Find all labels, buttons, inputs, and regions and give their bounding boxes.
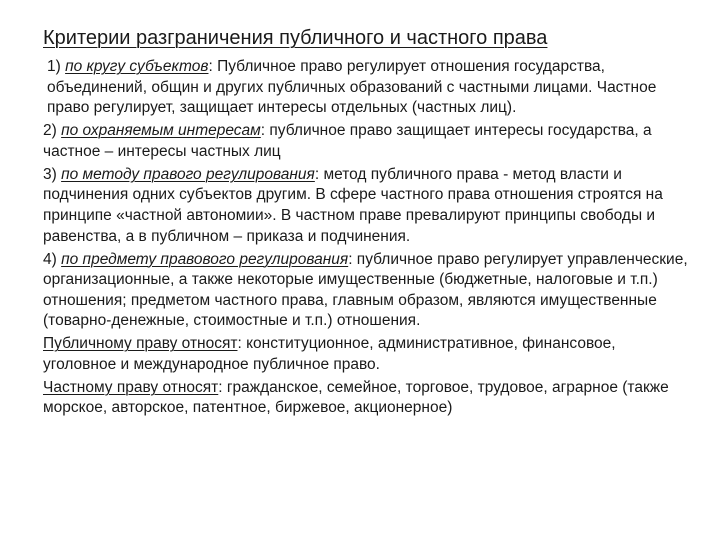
criterion-label: по предмету правового регулирования [61,250,349,268]
paragraph-number: 3) [43,165,62,183]
criterion-label: Частному праву относят [43,378,219,396]
paragraph-text: : публичное право регулирует управленческие, организационные, а также некоторые имущественные (бюджетные, налоговые и т.п.) отношения; предметом частного права, главным образом, являются имущественные (товарно-денежные, стоимостные и т.п.) отношения. [43,250,688,330]
paragraph-text: : публичное право защищает интересы государства, а частное – интересы частных лиц [43,122,652,160]
criterion-label: по охраняемым интересам [61,122,261,140]
slide-title: Критерии разграничения публичного и частного права [43,27,548,49]
criterion-label: по кругу субъектов [65,58,209,75]
paragraph-number: 2) [43,122,62,140]
criterion-paragraph-3 [43,165,693,247]
paragraph-number: 4) [43,250,62,268]
public-law-branches-paragraph [43,334,693,375]
criterion-label: Публичному праву относят [43,335,238,353]
paragraph-text: : гражданское, семейное, торговое, трудовое, аграрное (также морское, авторское, патентное, биржевое, акционерное) [43,378,669,417]
criterion-paragraph-4 [43,250,693,332]
criterion-label: по методу правого регулирования [61,165,315,183]
paragraph-number: 1) [47,58,66,75]
paragraph-text: : Публичное право регулирует отношения государства, объединений, общин и других публичных образований с частными лицами. Частное право регулирует, защищает интересы отдельных (частных лиц). [47,58,657,117]
paragraph-text: : конституционное, административное, финансовое, уголовное и международное публичное право. [43,335,616,373]
criterion-paragraph-2 [43,121,693,162]
slide-body [43,57,693,421]
criterion-paragraph-1 [43,57,693,119]
private-law-branches-paragraph [43,378,693,419]
paragraph-text: : метод публичного права - метод власти и подчинения одних субъектов другим. В сфере частного права отношения строятся на принципе «частной автономии». В частном праве превалируют принципы свободы и равенства, а в публичном – приказа и подчинения. [43,165,663,245]
